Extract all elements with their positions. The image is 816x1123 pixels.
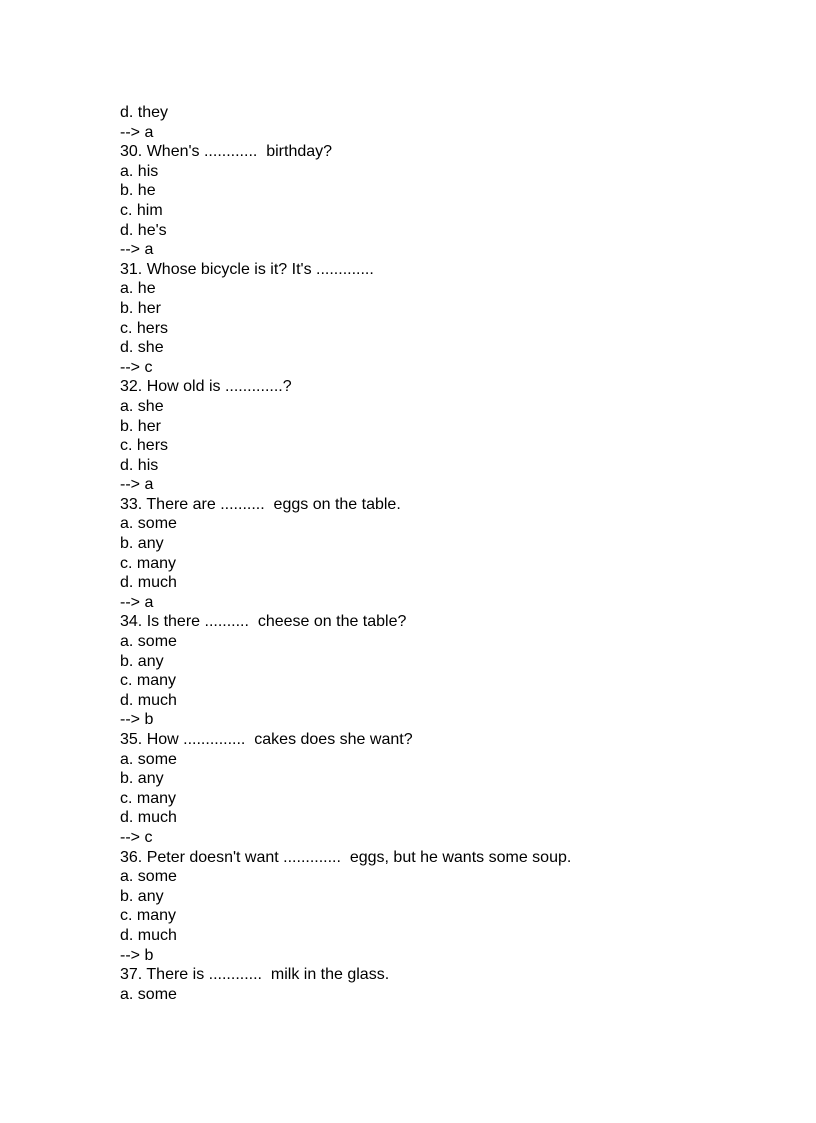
answer-line: --> b	[120, 946, 154, 964]
option-line: c. many	[120, 789, 177, 807]
question-35: 35. How .............. cakes does she want?	[120, 731, 413, 748]
option-line: d. much	[120, 574, 177, 592]
option-line: c. many	[120, 907, 177, 925]
option-line: a. his	[120, 162, 159, 180]
option-line: b. any	[120, 770, 164, 788]
question-32: 32. How old is .............?	[120, 378, 292, 396]
answer-line: --> c	[120, 358, 153, 376]
answer-line: --> a	[120, 241, 154, 259]
question-30: 30. When's ............ birthday?	[120, 143, 333, 161]
question-33: 33. There are .......... eggs on the table.	[120, 495, 401, 513]
question-31: 31. Whose bicycle is it? It's .............	[120, 260, 374, 278]
answer-line: --> a	[120, 593, 154, 611]
option-line: d. much	[120, 691, 177, 709]
option-line: d. his	[120, 456, 159, 474]
option-line: d. she	[120, 339, 164, 357]
option-line: c. hers	[120, 319, 169, 337]
option-line: b. any	[120, 535, 164, 553]
answer-line: --> b	[120, 711, 154, 729]
option-line: b. he	[120, 182, 156, 200]
option-line: d. much	[120, 809, 177, 827]
option-line: b. any	[120, 652, 164, 670]
answer-line: --> a	[120, 123, 154, 141]
quiz-text-block	[120, 103, 780, 1004]
answer-line: --> a	[120, 476, 154, 494]
option-line: a. some	[120, 633, 177, 651]
option-line: c. many	[120, 554, 177, 572]
option-line: a. some	[120, 515, 177, 533]
option-line: d. they	[120, 104, 169, 121]
answer-line: --> c	[120, 828, 153, 846]
option-line: c. many	[120, 672, 177, 690]
option-line: a. he	[120, 280, 156, 298]
option-line: b. any	[120, 887, 164, 905]
option-line: c. hers	[120, 437, 169, 455]
option-line: a. some	[120, 985, 177, 1003]
question-34: 34. Is there .......... cheese on the table?	[120, 613, 407, 631]
option-line: a. she	[120, 397, 164, 415]
question-36: 36. Peter doesn't want ............. eggs, but he wants some soup.	[120, 848, 572, 866]
option-line: b. her	[120, 417, 161, 435]
option-line: a. some	[120, 868, 177, 886]
option-line: c. him	[120, 201, 163, 219]
question-37: 37. There is ............ milk in the glass.	[120, 966, 390, 984]
option-line: b. her	[120, 299, 161, 317]
option-line: d. much	[120, 926, 177, 944]
option-line: d. he's	[120, 221, 167, 239]
option-line: a. some	[120, 750, 177, 768]
